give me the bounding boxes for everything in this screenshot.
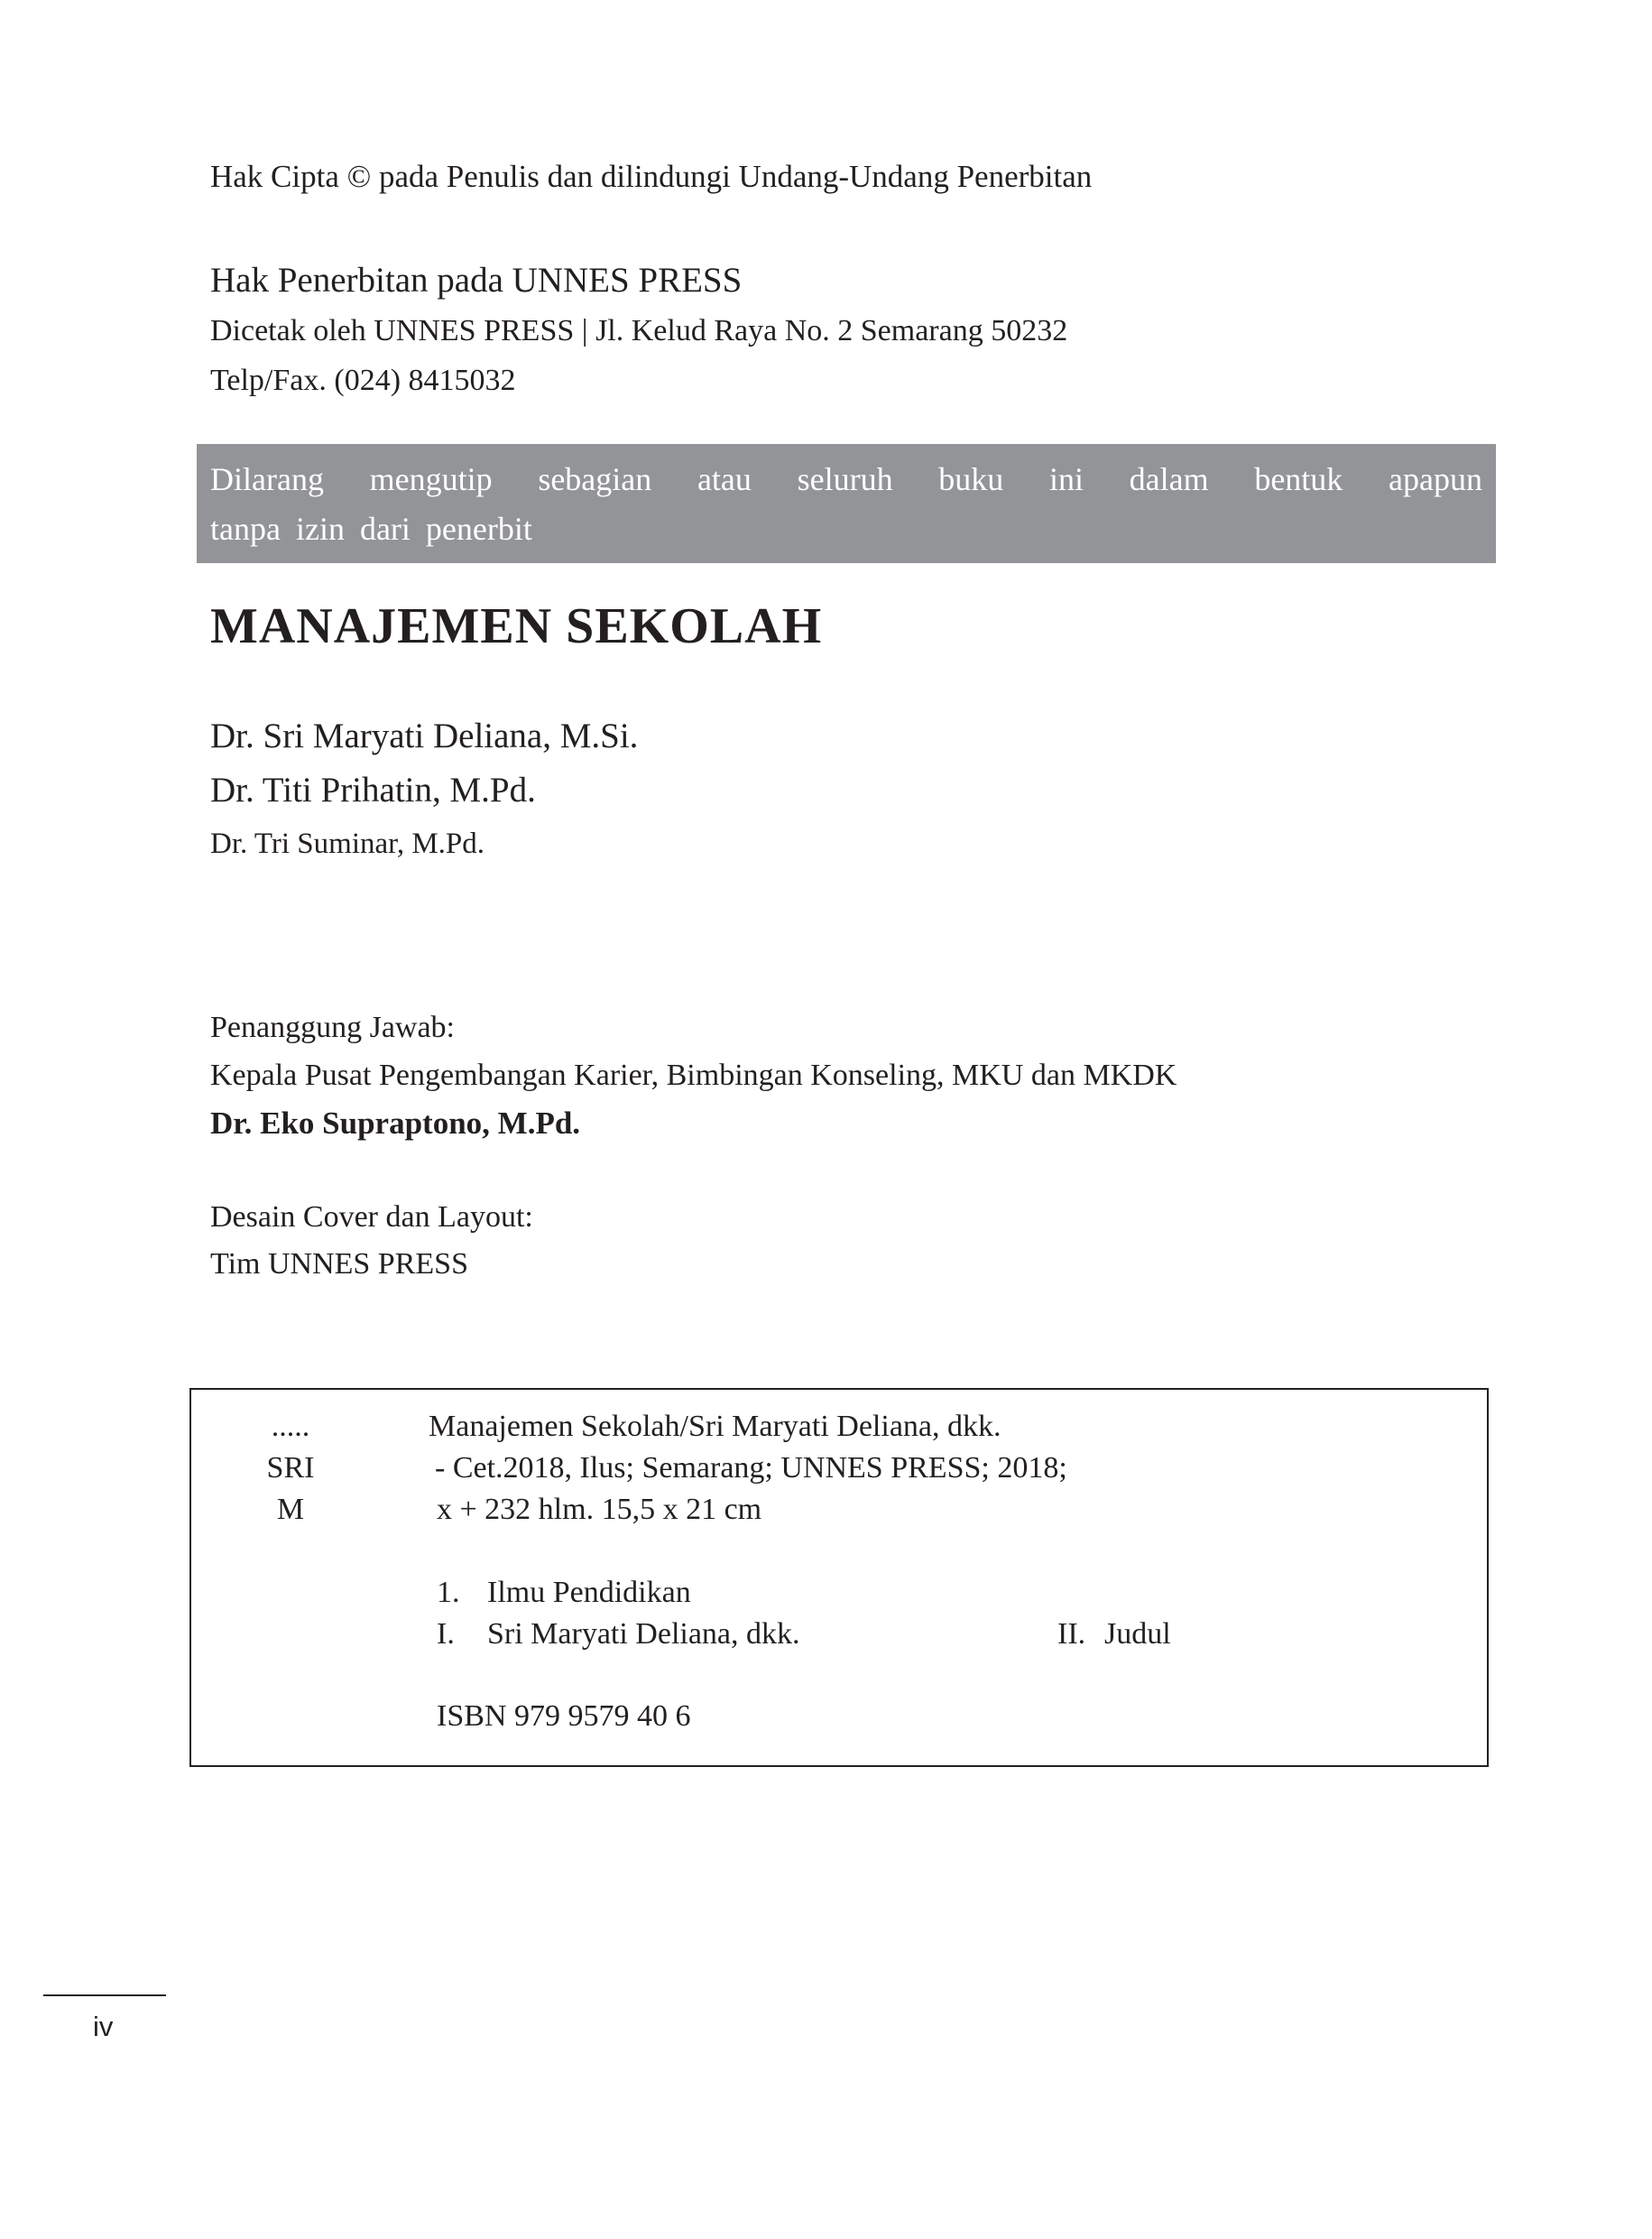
catalog-added-entry: Sri Maryati Deliana, dkk. [487, 1617, 800, 1651]
notice-line-1 [210, 455, 1482, 504]
notice-word: seluruh [797, 461, 893, 497]
notice-word: mengutip [369, 461, 493, 497]
catalog-subject: Ilmu Pendidikan [487, 1576, 691, 1609]
catalog-title-entry: Judul [1104, 1617, 1171, 1651]
prohibition-notice [197, 444, 1496, 563]
page-number: iv [93, 2011, 114, 2042]
notice-line-2: tanpa izin dari penerbit [210, 511, 532, 547]
author-2: Dr. Titi Prihatin, M.Pd. [210, 771, 536, 810]
author-3: Dr. Tri Suminar, M.Pd. [210, 828, 485, 860]
catalog-pages: x + 232 hlm. 15,5 x 21 cm [437, 1493, 762, 1526]
design-team: Tim UNNES PRESS [210, 1247, 468, 1281]
responsible-name: Dr. Eko Supraptono, M.Pd. [210, 1106, 581, 1141]
call-number-line-2: SRI [266, 1451, 315, 1485]
book-title: MANAJEMEN SEKOLAH [210, 598, 823, 654]
call-number-line-3: M [276, 1493, 305, 1526]
responsible-label: Penanggung Jawab: [210, 1011, 456, 1044]
added-entry-number: I. [437, 1617, 455, 1651]
footer-rule [43, 1994, 166, 1996]
notice-word: ini [1048, 461, 1084, 497]
publisher-rights: Hak Penerbitan pada UNNES PRESS [210, 261, 743, 300]
catalog-entry: Manajemen Sekolah/Sri Maryati Deliana, dkk. [429, 1410, 1001, 1443]
author-1: Dr. Sri Maryati Deliana, M.Si. [210, 717, 639, 755]
notice-word: apapun [1389, 461, 1482, 497]
notice-word: atau [697, 461, 752, 497]
responsible-role: Kepala Pusat Pengembangan Karier, Bimbingan Konseling, MKU dan MKDK [210, 1059, 1177, 1092]
notice-word: Dilarang [210, 461, 324, 497]
call-number-line-1: ..... [271, 1410, 310, 1443]
title-entry-number: II. [1057, 1617, 1086, 1651]
catalog-isbn: ISBN 979 9579 40 6 [437, 1699, 691, 1733]
notice-word: sebagian [538, 461, 652, 497]
copyright-notice: Hak Cipta © pada Penulis dan dilindungi Undang-Undang Penerbitan [210, 159, 1093, 194]
printer-address: Dicetak oleh UNNES PRESS | Jl. Kelud Raya No. 2 Semarang 50232 [210, 314, 1068, 347]
notice-word: buku [938, 461, 1004, 497]
design-label: Desain Cover dan Layout: [210, 1200, 533, 1234]
catalog-edition: - Cet.2018, Ilus; Semarang; UNNES PRESS; 2018; [435, 1451, 1067, 1485]
telp-fax: Telp/Fax. (024) 8415032 [210, 364, 516, 397]
notice-word: dalam [1129, 461, 1209, 497]
catalog-card [189, 1388, 1489, 1767]
notice-word: bentuk [1254, 461, 1343, 497]
subject-number: 1. [437, 1576, 460, 1609]
